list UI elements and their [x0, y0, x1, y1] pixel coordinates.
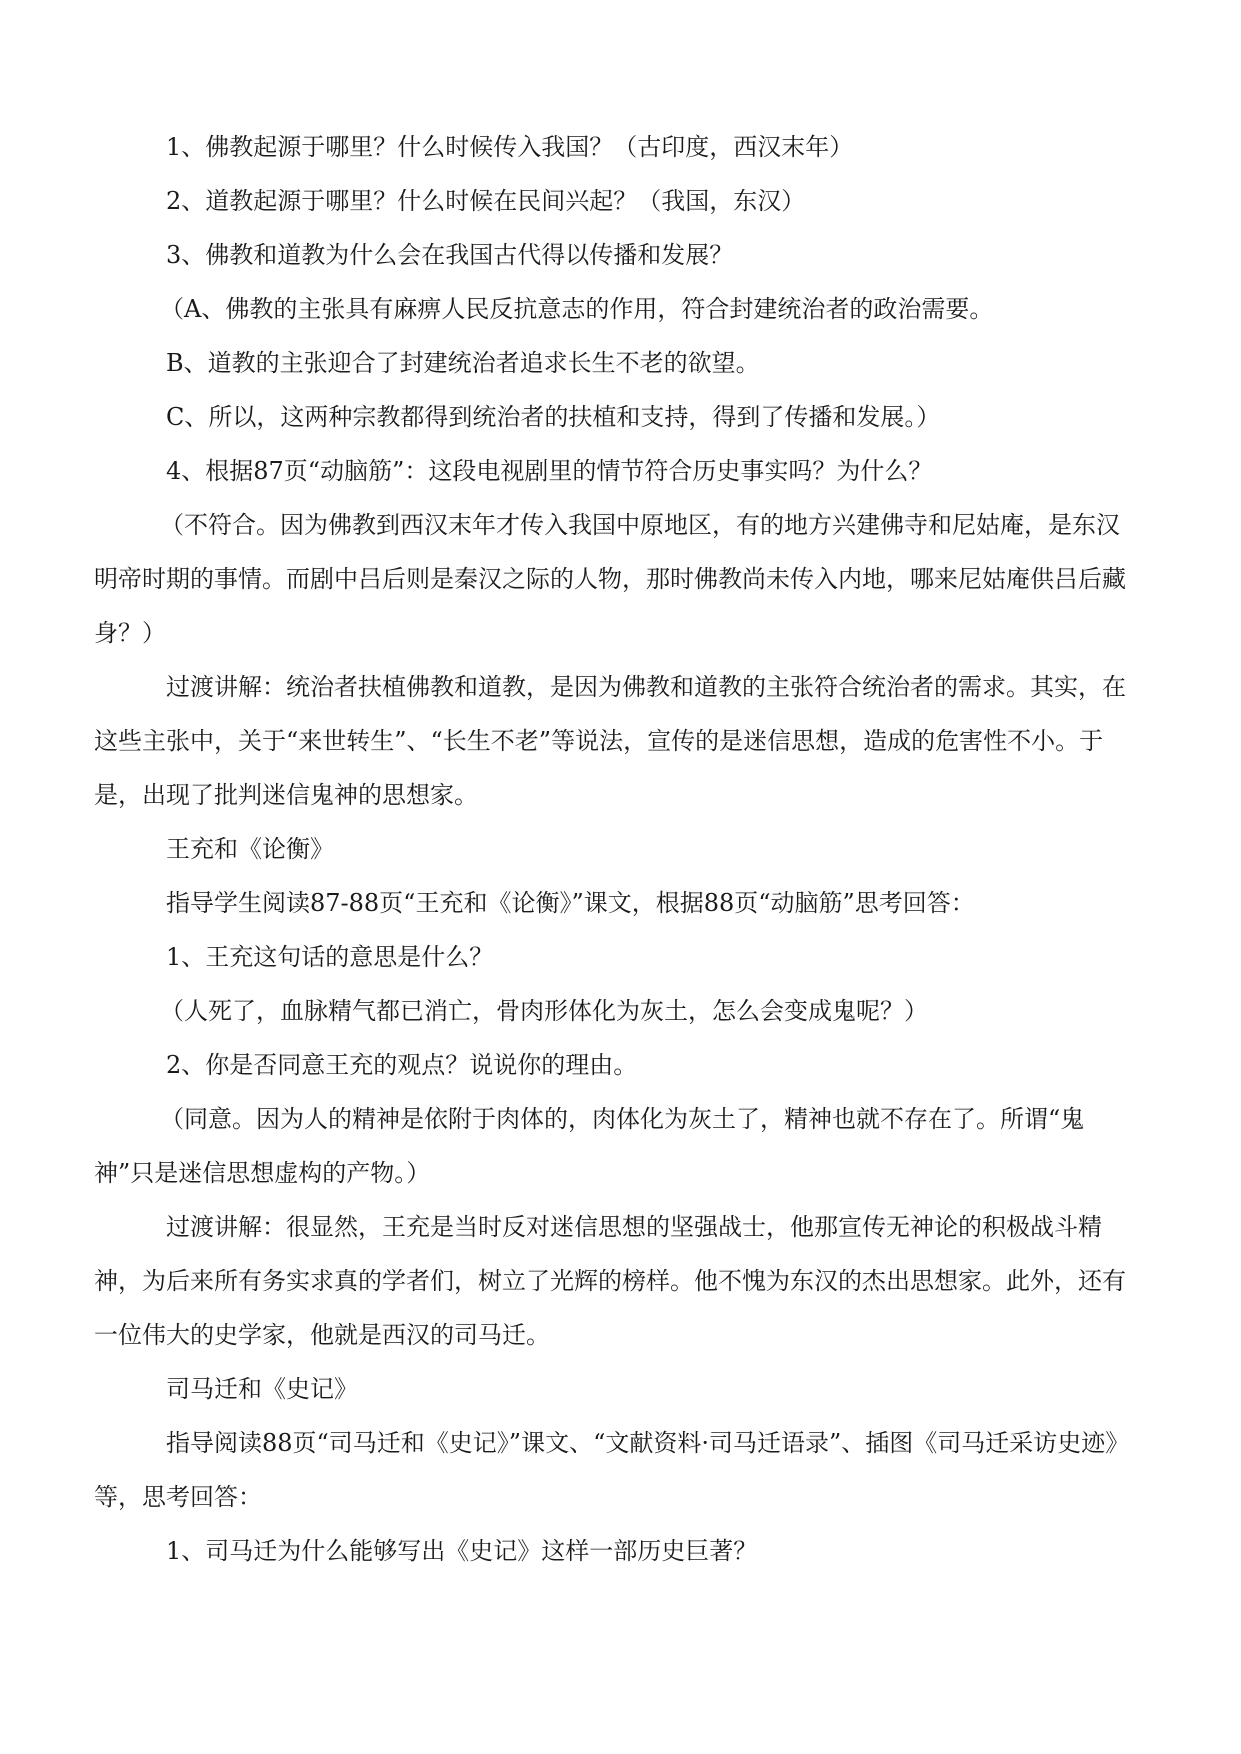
reading-guide-1: 指导学生阅读87-88页“王充和《论衡》”课文，根据88页“动脑筋”思考回答： — [166, 889, 975, 917]
answer-3c: C、所以，这两种宗教都得到统治者的扶植和支持，得到了传播和发展。） — [166, 403, 941, 431]
question-4: 4、根据87页“动脑筋”：这段电视剧里的情节符合历史事实吗？为什么？ — [166, 457, 933, 485]
question-wc-1: 1、王充这句话的意思是什么？ — [166, 943, 494, 971]
question-2: 2、道教起源于哪里？什么时候在民间兴起？（我国，东汉） — [166, 187, 806, 215]
answer-3a: （A、佛教的主张具有麻痹人民反抗意志的作用，符合封建统治者的政治需要。 — [160, 295, 994, 323]
answer-wc-2: （同意。因为人的精神是依附于肉体的，肉体化为灰土了，精神也就不存在了。所谓“鬼神”只是迷信思想虚构的产物。） — [94, 1105, 1085, 1187]
question-1: 1、佛教起源于哪里？什么时候传入我国？（古印度，西汉末年） — [166, 133, 854, 161]
question-smq-1: 1、司马迁为什么能够写出《史记》这样一部历史巨著？ — [166, 1537, 758, 1565]
question-wc-2: 2、你是否同意王充的观点？说说你的理由。 — [166, 1051, 638, 1079]
document-body — [94, 120, 1128, 1578]
answer-3b: B、道教的主张迎合了封建统治者追求长生不老的欲望。 — [166, 349, 760, 377]
transition-2: 过渡讲解：很显然，王充是当时反对迷信思想的坚强战士，他那宣传无神论的积极战斗精神，为后来所有务实求真的学者们，树立了光辉的榜样。他不愧为东汉的杰出思想家。此外，还有一位伟大的史学家，他就是西汉的司马迁。 — [94, 1213, 1126, 1349]
section-heading-wangchong: 王充和《论衡》 — [166, 835, 334, 863]
answer-4: （不符合。因为佛教到西汉末年才传入我国中原地区，有的地方兴建佛寺和尼姑庵，是东汉明帝时期的事情。而剧中吕后则是秦汉之际的人物，那时佛教尚未传入内地，哪来尼姑庵供吕后藏身？） — [94, 511, 1126, 647]
answer-wc-1: （人死了，血脉精气都已消亡，骨肉形体化为灰土，怎么会变成鬼呢？） — [160, 997, 928, 1025]
question-3: 3、佛教和道教为什么会在我国古代得以传播和发展？ — [166, 241, 734, 269]
transition-1: 过渡讲解：统治者扶植佛教和道教，是因为佛教和道教的主张符合统治者的需求。其实，在这些主张中，关于“来世转生”、“长生不老”等说法，宣传的是迷信思想，造成的危害性不小。于是，出现了批判迷信鬼神的思想家。 — [94, 673, 1126, 809]
section-heading-simaqian: 司马迁和《史记》 — [166, 1375, 358, 1403]
reading-guide-2: 指导阅读88页“司马迁和《史记》”课文、“文献资料·司马迁语录”、插图《司马迁采访史迹》等，思考回答： — [94, 1429, 1118, 1511]
